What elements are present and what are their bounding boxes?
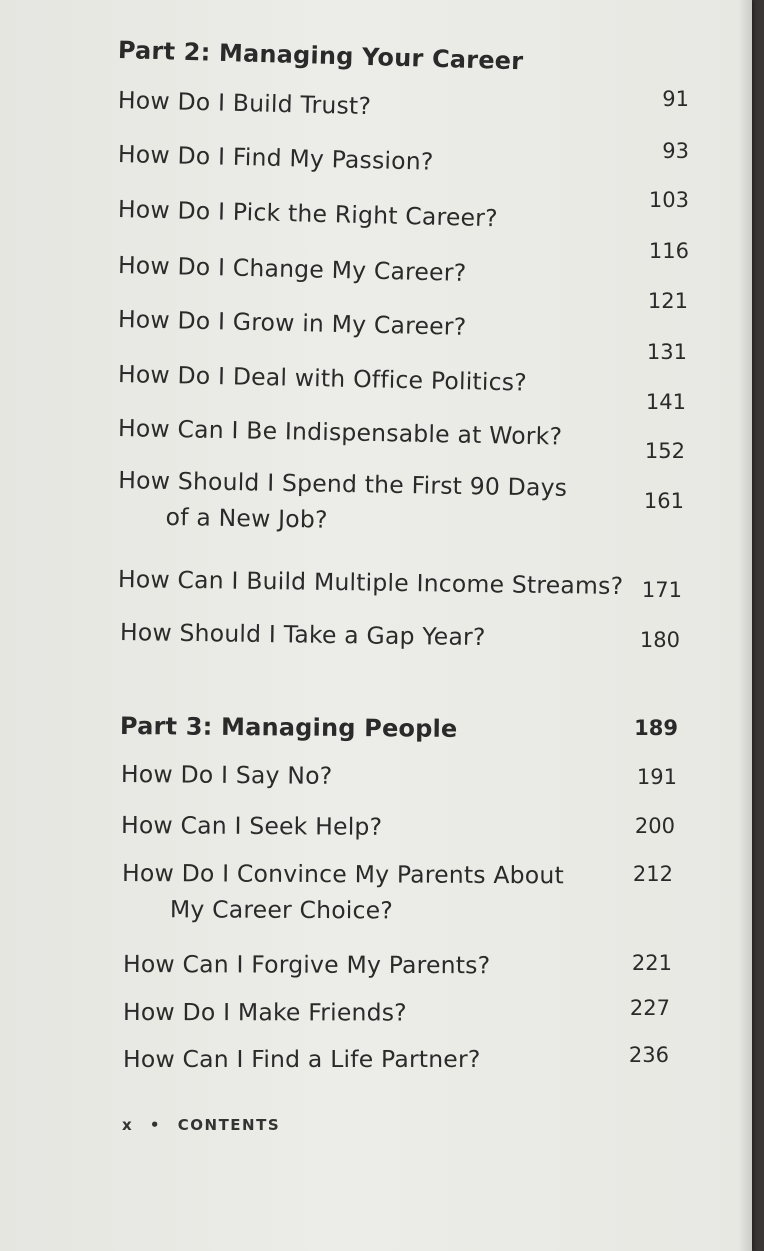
- toc-entry: [118, 360, 527, 397]
- toc-entry: [122, 859, 564, 925]
- page-number: 152: [644, 439, 685, 463]
- running-footer-label: CONTENTS: [177, 1116, 281, 1134]
- toc-entry-title-continued: of a New Job?: [165, 502, 328, 534]
- toc-entry-title: How Do I Pick the Right Career?: [117, 195, 499, 233]
- page-number: 227: [629, 996, 670, 1020]
- toc-entry-title: How Do I Convince My Parents About: [122, 859, 564, 890]
- page-number: 236: [628, 1043, 669, 1067]
- toc-entry-title: How Do I Find My Passion?: [117, 140, 434, 176]
- page-number: 212: [632, 862, 673, 886]
- page-number: 180: [639, 628, 680, 652]
- toc-entry: [120, 618, 486, 651]
- toc-entry: [123, 998, 407, 1026]
- page-number: 171: [641, 578, 682, 602]
- toc-entry: [121, 760, 333, 790]
- toc-entry-title: How Should I Spend the First 90 Days: [118, 466, 568, 502]
- toc-entry-title: How Can I Be Indispensable at Work?: [117, 414, 563, 451]
- part-3-page-number: 189: [634, 716, 678, 740]
- toc-entry-title: How Do I Change My Career?: [117, 251, 467, 287]
- part-2-heading: Part 2: Managing Your Career: [117, 36, 524, 76]
- toc-entry: [117, 466, 567, 538]
- toc-entry: [118, 195, 498, 232]
- page-number: 93: [662, 139, 689, 163]
- toc-entry-title: How Do I Make Friends?: [122, 998, 407, 1027]
- page-number: 200: [634, 814, 675, 838]
- page-number: 141: [645, 390, 686, 414]
- toc-entry-title: How Can I Seek Help?: [120, 811, 383, 841]
- page-footer: [122, 1116, 280, 1134]
- toc-entry: [118, 86, 372, 120]
- toc-entry: [118, 251, 467, 287]
- toc-entry: [118, 305, 467, 341]
- toc-entry: [118, 414, 563, 451]
- page-number: 103: [648, 188, 689, 212]
- footer-separator: •: [149, 1116, 162, 1134]
- toc-entry-title: How Do I Grow in My Career?: [117, 305, 467, 341]
- toc-entry-title: How Can I Find a Life Partner?: [123, 1045, 481, 1073]
- part-3-heading: Part 3: Managing People: [119, 712, 458, 743]
- page-number: 191: [636, 765, 677, 789]
- toc-entry: [118, 565, 624, 600]
- page-number: 161: [643, 489, 684, 513]
- toc-entry: [118, 140, 434, 176]
- toc-entry-title: How Can I Build Multiple Income Streams?: [117, 565, 624, 601]
- page-number: 221: [631, 951, 672, 975]
- page-number: 121: [647, 289, 688, 313]
- folio-number: x: [122, 1116, 134, 1134]
- toc-entry-title: How Should I Take a Gap Year?: [119, 618, 486, 652]
- page-number: 116: [648, 239, 689, 263]
- toc-entry-title: How Do I Say No?: [120, 760, 333, 790]
- toc-entry: [121, 811, 382, 841]
- page-number: 131: [646, 340, 687, 364]
- toc-entry: [123, 1045, 481, 1073]
- toc-entry: [123, 950, 490, 979]
- toc-entry-title-continued: My Career Choice?: [169, 895, 394, 925]
- page-number: 91: [662, 87, 689, 111]
- toc-entry-title: How Can I Forgive My Parents?: [122, 950, 491, 980]
- toc-entry-title: How Do I Deal with Office Politics?: [117, 360, 528, 397]
- toc-entry-title: How Do I Build Trust?: [117, 86, 372, 121]
